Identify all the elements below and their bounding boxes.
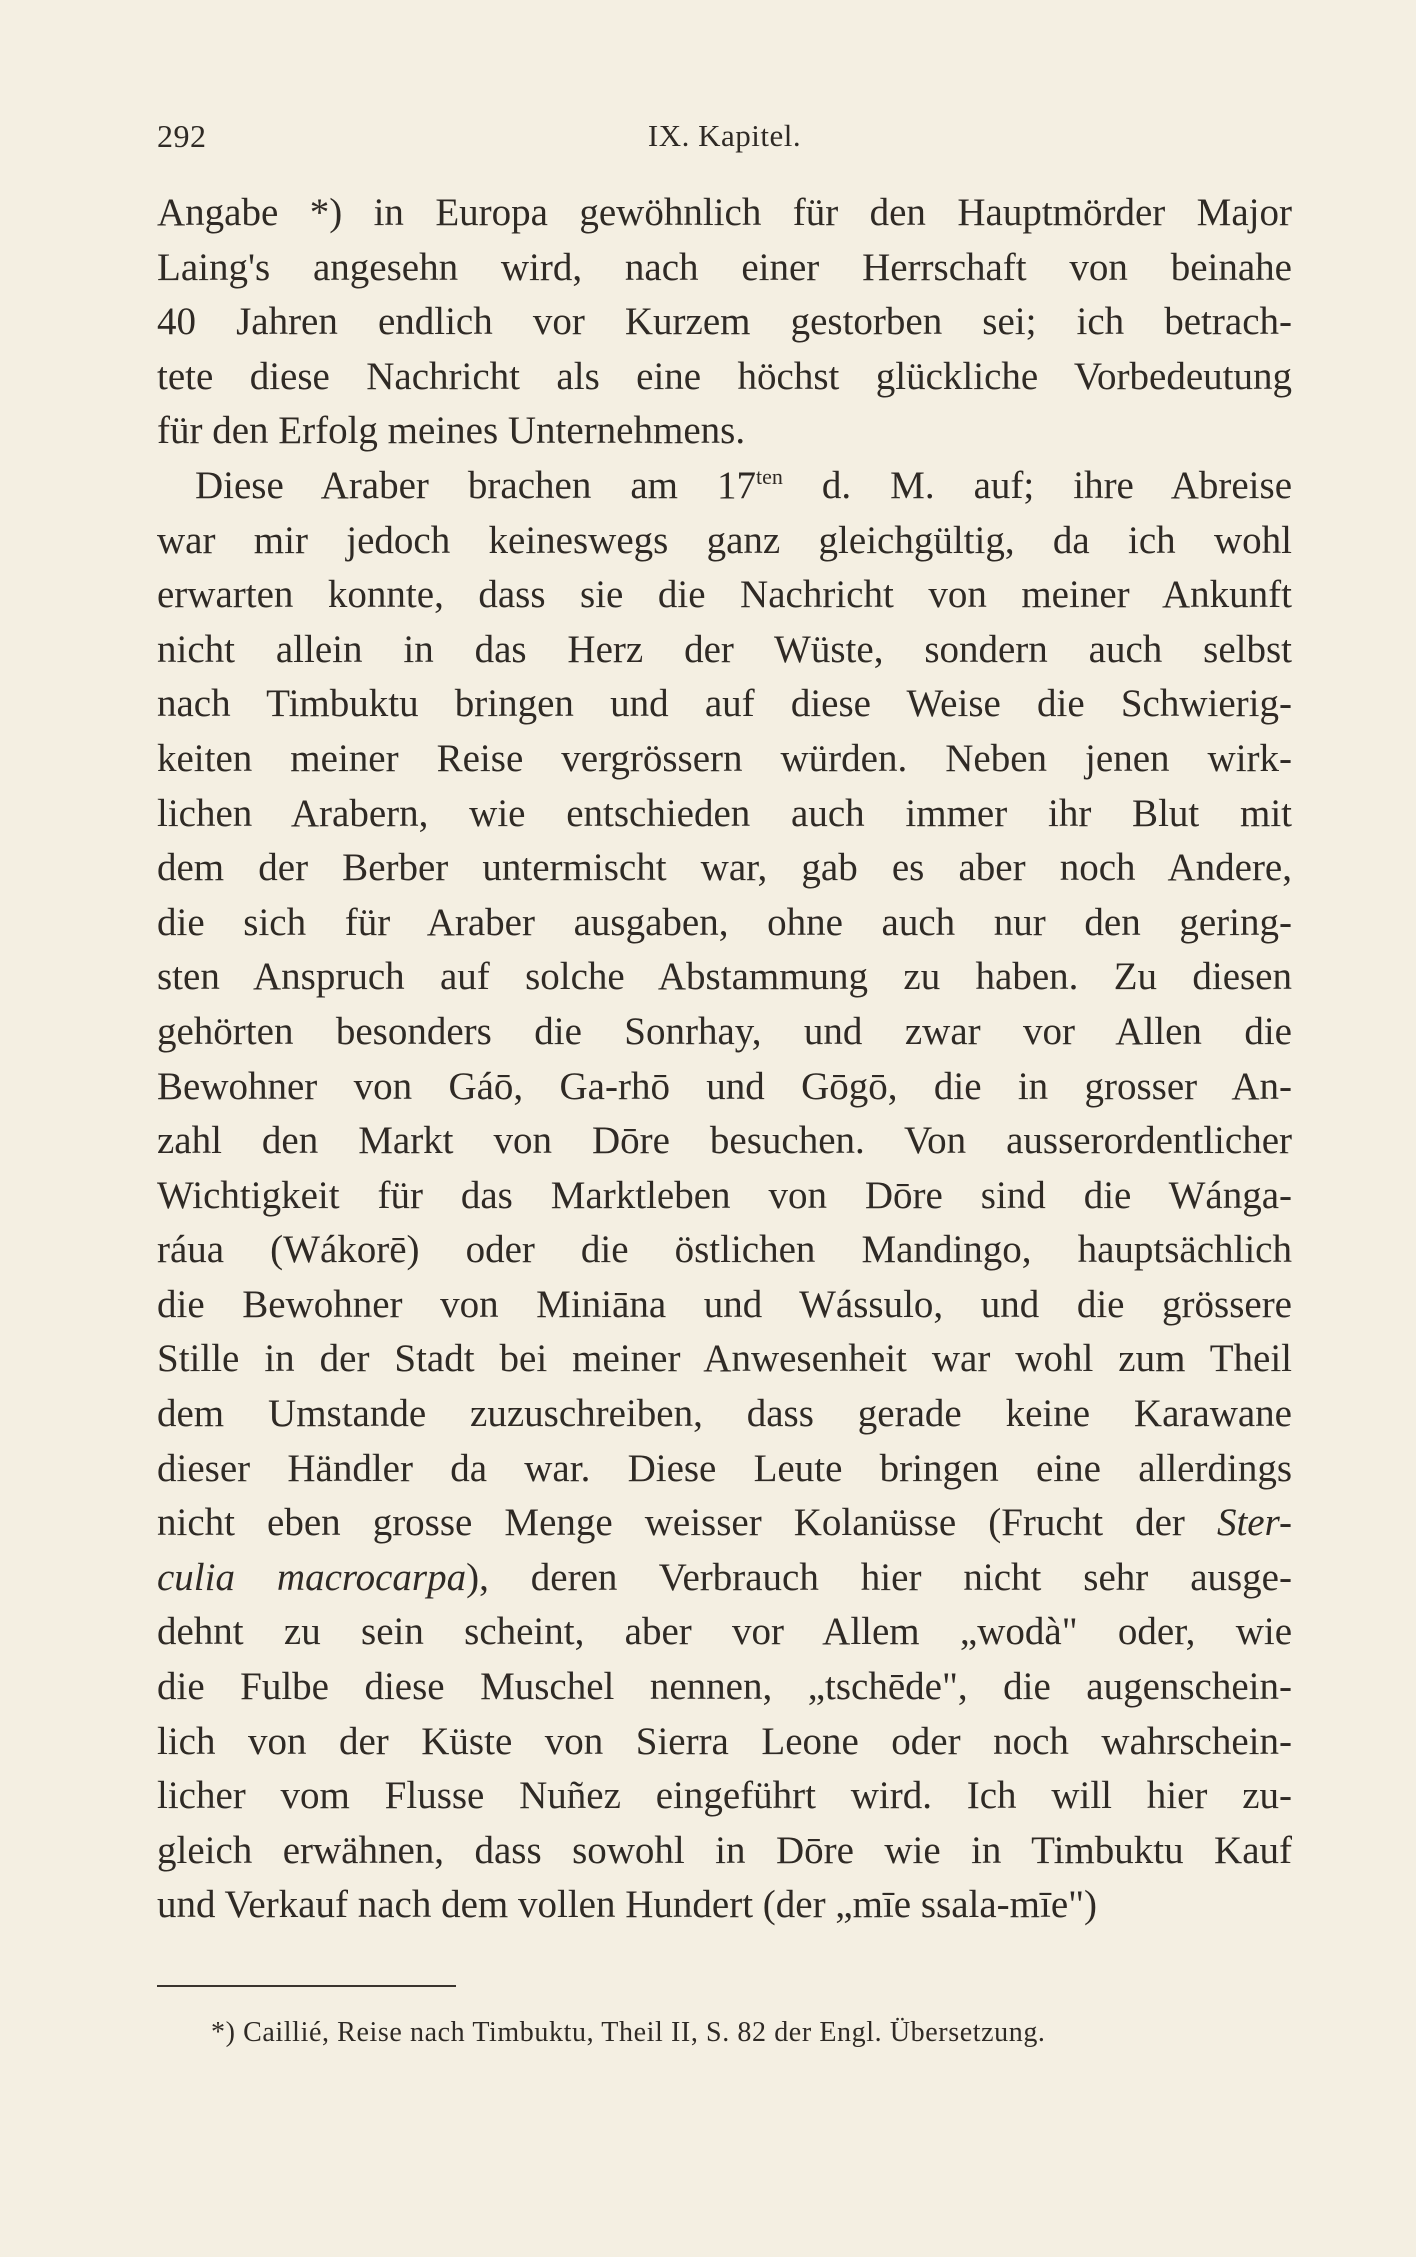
line-text: nach Timbuktu bringen und auf diese Weise die Schwierig- xyxy=(157,682,1292,726)
line-text: ), deren Verbrauch hier nicht sehr ausge- xyxy=(466,1555,1292,1599)
text-line xyxy=(157,1551,1292,1606)
line-text: Bewohner von Gáō, Ga-rhō und Gōgō, die in grosser An- xyxy=(157,1064,1292,1108)
text-line xyxy=(157,1005,1292,1060)
line-text: nicht allein in das Herz der Wüste, sondern auch selbst xyxy=(157,627,1292,671)
text-line xyxy=(157,568,1292,623)
line-text: lichen Arabern, wie entschieden auch immer ihr Blut mit xyxy=(157,791,1292,835)
text-line xyxy=(157,787,1292,842)
text-line xyxy=(157,1060,1292,1115)
line-text: zahl den Markt von Dōre besuchen. Von ausserordentlicher xyxy=(157,1119,1292,1163)
line-text: für den Erfolg meines Unternehmens. xyxy=(157,409,746,453)
line-text: nicht eben grosse Menge weisser Kolanüsse (Frucht der xyxy=(157,1501,1217,1545)
text-line xyxy=(157,1223,1292,1278)
line-text: lich von der Küste von Sierra Leone oder noch wahrschein- xyxy=(157,1719,1292,1763)
text-line xyxy=(157,841,1292,896)
text-line xyxy=(157,514,1292,569)
line-text: sten Anspruch auf solche Abstammung zu haben. Zu diesen xyxy=(157,955,1292,999)
text-line xyxy=(157,623,1292,678)
text-line xyxy=(157,1878,1292,1933)
line-text: tete diese Nachricht als eine höchst glückliche Vorbedeutung xyxy=(157,354,1292,398)
text-line xyxy=(157,677,1292,732)
line-text: und Verkauf nach dem vollen Hundert (der „mīe ssala-mīe") xyxy=(157,1883,1098,1927)
text-line xyxy=(157,1605,1292,1660)
text-line xyxy=(157,1660,1292,1715)
line-text: Angabe *) in Europa gewöhnlich für den Hauptmörder Major xyxy=(157,191,1292,234)
line-text: die Bewohner von Miniāna und Wássulo, und die grössere xyxy=(157,1282,1292,1326)
running-head: IX. Kapitel. xyxy=(647,118,802,153)
text-line xyxy=(157,404,1292,459)
line-text: 40 Jahren endlich vor Kurzem gestorben sei; ich betrach- xyxy=(157,300,1292,344)
page-number: 292 xyxy=(157,118,207,154)
line-text: die sich für Araber ausgaben, ohne auch nur den gering- xyxy=(157,900,1292,944)
text-line xyxy=(157,1169,1292,1224)
text-line xyxy=(157,1442,1292,1497)
text-line xyxy=(157,1496,1292,1551)
italic-text: culia macrocarpa xyxy=(157,1555,467,1599)
text-line xyxy=(157,350,1292,405)
text-line xyxy=(157,1824,1292,1879)
text-line xyxy=(157,1769,1292,1824)
line-text: gehörten besonders die Sonrhay, und zwar vor Allen die xyxy=(157,1009,1292,1053)
line-text: keiten meiner Reise vergrössern würden. Neben jenen wirk- xyxy=(157,736,1292,780)
line-text: gleich erwähnen, dass sowohl in Dōre wie in Timbuktu Kauf xyxy=(157,1828,1292,1872)
text-line xyxy=(157,1278,1292,1333)
line-text: ráua (Wákorē) oder die östlichen Mandingo, hauptsächlich xyxy=(157,1228,1292,1272)
text-line xyxy=(157,896,1292,951)
line-text: war mir jedoch keineswegs ganz gleichgültig, da ich wohl xyxy=(157,518,1292,562)
text-line xyxy=(157,1332,1292,1387)
line-text: licher vom Flusse Nuñez eingeführt wird. Ich will hier zu- xyxy=(157,1774,1292,1818)
text-line xyxy=(157,732,1292,787)
line-text: Stille in der Stadt bei meiner Anwesenheit war wohl zum Theil xyxy=(157,1337,1292,1381)
italic-text: Ster- xyxy=(1216,1501,1292,1545)
line-text: dehnt zu sein scheint, aber vor Allem „wodà" oder, wie xyxy=(157,1610,1292,1654)
text-line xyxy=(157,1114,1292,1169)
line-text: erwarten konnte, dass sie die Nachricht von meiner Ankunft xyxy=(157,573,1292,617)
line-text: dieser Händler da war. Diese Leute bringen eine allerdings xyxy=(157,1446,1292,1490)
text-line xyxy=(157,1387,1292,1442)
line-text: Laing's angesehn wird, nach einer Herrschaft von beinahe xyxy=(157,245,1292,289)
text-line xyxy=(157,186,1292,241)
text-line xyxy=(157,459,1292,514)
text-line xyxy=(157,950,1292,1005)
line-text: Wichtigkeit für das Marktleben von Dōre sind die Wánga- xyxy=(157,1173,1292,1217)
text-line xyxy=(157,241,1292,296)
line-text: d. M. auf; ihre Abreise xyxy=(782,463,1293,507)
footnote: *) Caillié, Reise nach Timbuktu, Theil II, S. 82 der Engl. Übersetzung. xyxy=(211,2017,1046,2048)
page-header xyxy=(157,118,1292,168)
body-text xyxy=(157,186,1292,1933)
text-line xyxy=(157,1715,1292,1770)
line-text: dem Umstande zuzuschreiben, dass gerade keine Karawane xyxy=(157,1392,1292,1436)
line-text: die Fulbe diese Muschel nennen, „tschēde", die augenschein- xyxy=(157,1665,1292,1709)
line-text: dem der Berber untermischt war, gab es aber noch Andere, xyxy=(157,846,1292,890)
superscript: ten xyxy=(756,463,783,489)
footnote-rule xyxy=(157,1985,456,1987)
text-line xyxy=(157,295,1292,350)
line-text: Diese Araber brachen am 17 xyxy=(195,463,756,507)
